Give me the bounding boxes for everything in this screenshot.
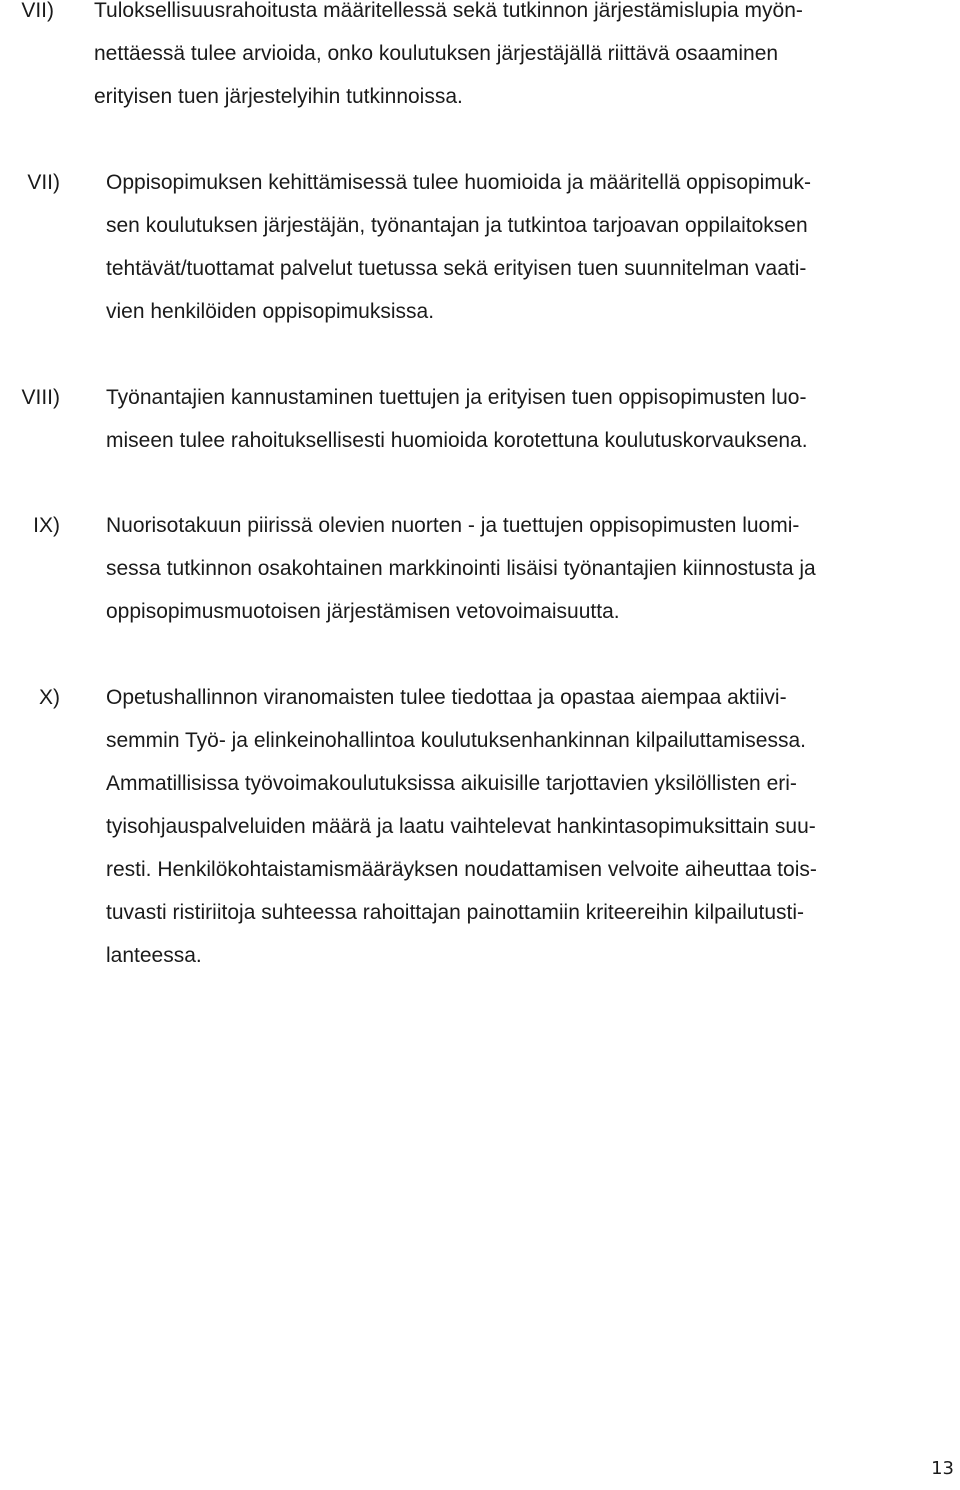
text-line: lanteessa. xyxy=(106,944,202,967)
item-text xyxy=(94,0,936,118)
item-numeral: IX) xyxy=(33,514,60,537)
text-line: tyisohjauspalveluiden määrä ja laatu vaihtelevat hankintasopimuksittain suu- xyxy=(106,815,816,838)
text-line: vien henkilöiden oppisopimuksissa. xyxy=(106,300,435,323)
text-line: Oppisopimuksen kehittämisessä tulee huomioida ja määritellä oppisopimuk- xyxy=(106,171,812,194)
text-line: semmin Työ- ja elinkeinohallintoa koulutuksenhankinnan kilpailuttamisessa. xyxy=(106,729,807,752)
text-line: Nuorisotakuun piirissä olevien nuorten - ja tuettujen oppisopimusten luomi- xyxy=(106,514,800,537)
text-line: Ammatillisissa työvoimakoulutuksissa aikuisille tarjottavien yksilöllisten eri- xyxy=(106,772,797,795)
item-text xyxy=(106,161,948,333)
text-line: Tuloksellisuusrahoitusta määritellessä sekä tutkinnon järjestämislupia myön- xyxy=(94,0,803,22)
text-line: Opetushallinnon viranomaisten tulee tiedottaa ja opastaa aiempaa aktiivi- xyxy=(106,686,787,709)
item-numeral: VIII) xyxy=(21,386,60,409)
text-line: miseen tulee rahoituksellisesti huomioida korotettuna koulutuskorvauksena. xyxy=(106,429,808,452)
item-numeral: VII) xyxy=(21,0,54,22)
text-line: tuvasti ristiriitoja suhteessa rahoittajan painottamiin kriteereihin kilpailutusti- xyxy=(106,901,804,924)
item-text xyxy=(106,376,948,462)
text-line: resti. Henkilökohtaistamismääräyksen noudattamisen velvoite aiheuttaa tois- xyxy=(106,858,817,881)
item-text xyxy=(106,676,948,977)
item-numeral: X) xyxy=(39,686,60,709)
text-line: sen koulutuksen järjestäjän, työnantajan ja tutkintoa tarjoavan oppilaitoksen xyxy=(106,214,808,237)
item-numeral: VII) xyxy=(27,171,60,194)
text-line: tehtävät/tuottamat palvelut tuetussa sekä erityisen tuen suunnitelman vaati- xyxy=(106,257,807,280)
text-line: nettäessä tulee arvioida, onko koulutuksen järjestäjällä riittävä osaaminen xyxy=(94,42,779,65)
text-line: Työnantajien kannustaminen tuettujen ja erityisen tuen oppisopimusten luo- xyxy=(106,386,807,409)
text-line: sessa tutkinnon osakohtainen markkinointi lisäisi työnantajien kiinnostusta ja xyxy=(106,557,816,580)
page-number: 13 xyxy=(931,1458,954,1479)
text-line: oppisopimusmuotoisen järjestämisen vetovoimaisuutta. xyxy=(106,600,620,623)
text-line: erityisen tuen järjestelyihin tutkinnoissa. xyxy=(94,85,463,108)
item-text xyxy=(106,504,948,633)
